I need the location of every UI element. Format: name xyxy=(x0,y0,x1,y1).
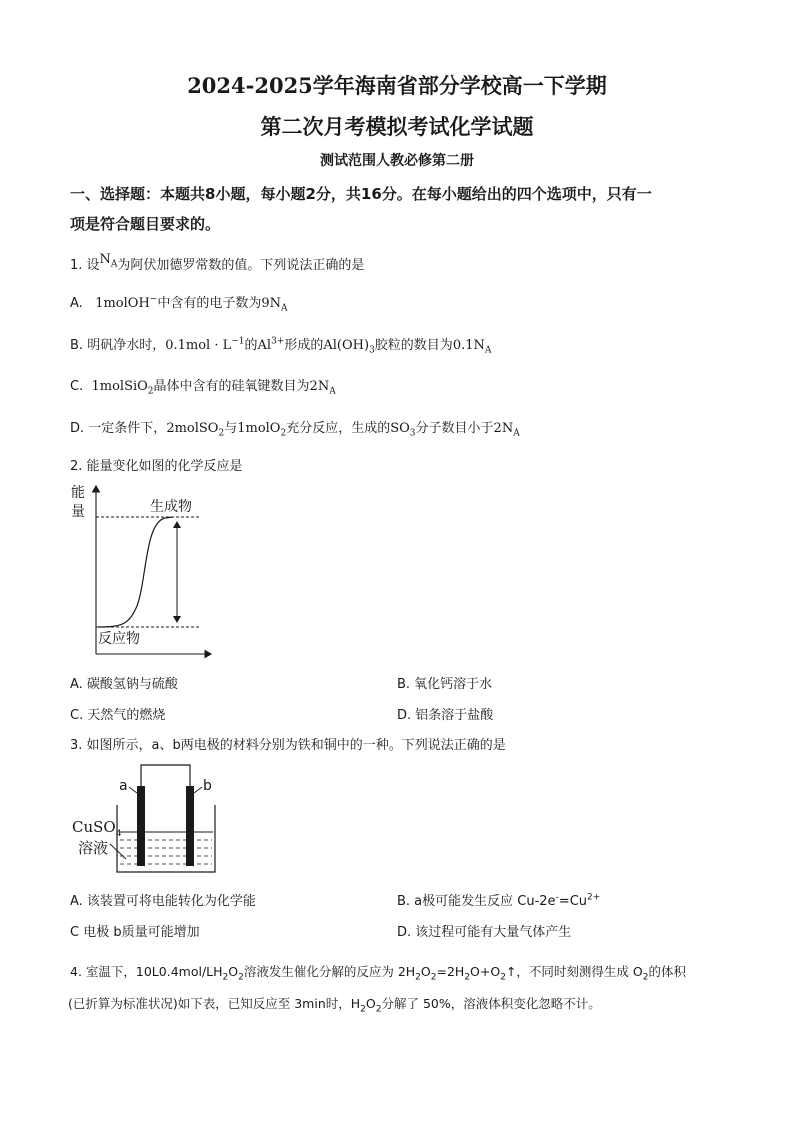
electrode-a-label: a xyxy=(119,778,128,794)
section-heading-line-1: 一、选择题：本题共8小题，每小题2分，共16分。在每小题给出的四个选项中，只有一 xyxy=(70,185,652,203)
question-2-stem: 2. 能量变化如图的化学反应是 xyxy=(70,459,243,474)
solution-leader xyxy=(110,844,126,859)
page-title-line-1: 2024-2025学年海南省部分学校高一下学期 xyxy=(187,73,607,98)
question-1-option-d: D. 一定条件下，2molSO$_2$与1molO$_2$充分反应，生成的$SO_3$分子数目小于$2N_A$ xyxy=(70,421,520,439)
question-3-option-c: C 电极 b质量可能增加 xyxy=(70,925,200,940)
solution-name-label: 溶液 xyxy=(78,839,109,857)
connecting-wire xyxy=(141,765,190,786)
energy-curve xyxy=(98,517,173,627)
question-2-option-b: B. 氧化钙溶于水 xyxy=(397,677,493,692)
question-2-option-a: A. 碳酸氢钠与硫酸 xyxy=(70,677,178,692)
electrochemical-cell-diagram xyxy=(70,762,230,878)
beaker xyxy=(117,805,215,872)
question-3-stem: 3. 如图所示，a、b两电极的材料分别为铁和铜中的一种。下列说法正确的是 xyxy=(70,738,506,753)
energy-axis-label-2: 量 xyxy=(71,504,85,520)
electrode-b-label: b xyxy=(203,778,212,794)
energy-axis-label-1: 能 xyxy=(71,485,85,501)
section-heading-line-2: 项是符合题目要求的。 xyxy=(70,215,221,233)
electrode-a-leader xyxy=(129,787,137,793)
page-subtitle: 测试范围人教必修第二册 xyxy=(320,153,474,169)
question-4-line-2: (已折算为标准状况)如下表，已知反应至 3min时，$H_2O_2$分解了 50%，溶液体积变化忽略不计。 xyxy=(68,996,601,1015)
energy-diagram xyxy=(65,478,215,660)
electrode-a xyxy=(137,786,145,866)
question-2-option-d: D. 铝条溶于盐酸 xyxy=(397,708,494,723)
electrode-b-leader xyxy=(194,787,202,793)
question-1-stem: 1. 设$N_A$为阿伏加德罗常数的值。下列说法正确的是 xyxy=(70,252,365,273)
question-3-option-d: D. 该过程可能有大量气体产生 xyxy=(397,925,572,940)
question-1-option-b: B. 明矾净水时，$0.1mol \cdot L^{-1}$的$Al^{3+}$形成的$Al(OH)_3$胶粒的数目为$0.1N_A$ xyxy=(70,336,492,356)
question-3-option-b: B. a极可能发生反应 $Cu-2e^-=Cu^{2+}$ xyxy=(397,892,601,909)
question-1-option-c: C. 1molSiO$_2$晶体中含有的硅氧键数目为$2N_A$ xyxy=(70,379,336,397)
electrode-b xyxy=(186,786,194,866)
product-label: 生成物 xyxy=(150,499,192,515)
page-title-line-2: 第二次月考模拟考试化学试题 xyxy=(260,114,534,139)
question-2-option-c: C. 天然气的燃烧 xyxy=(70,708,166,723)
question-4-line-1: 4. 室温下，$10L0.4mol/LH_2O_2$溶液发生催化分解的反应为 $2H_2O_2=2H_2O+O_2↑$，不同时刻测得生成 $O_2$的体积 xyxy=(70,964,686,983)
question-3-option-a: A. 该装置可将电能转化为化学能 xyxy=(70,894,256,909)
question-1-option-a: A. 1molOH−中含有的电子数为$9N_A$ xyxy=(70,294,288,314)
solution-formula-label: CuSO$_4$ xyxy=(72,818,122,839)
reactant-label: 反应物 xyxy=(98,631,140,647)
